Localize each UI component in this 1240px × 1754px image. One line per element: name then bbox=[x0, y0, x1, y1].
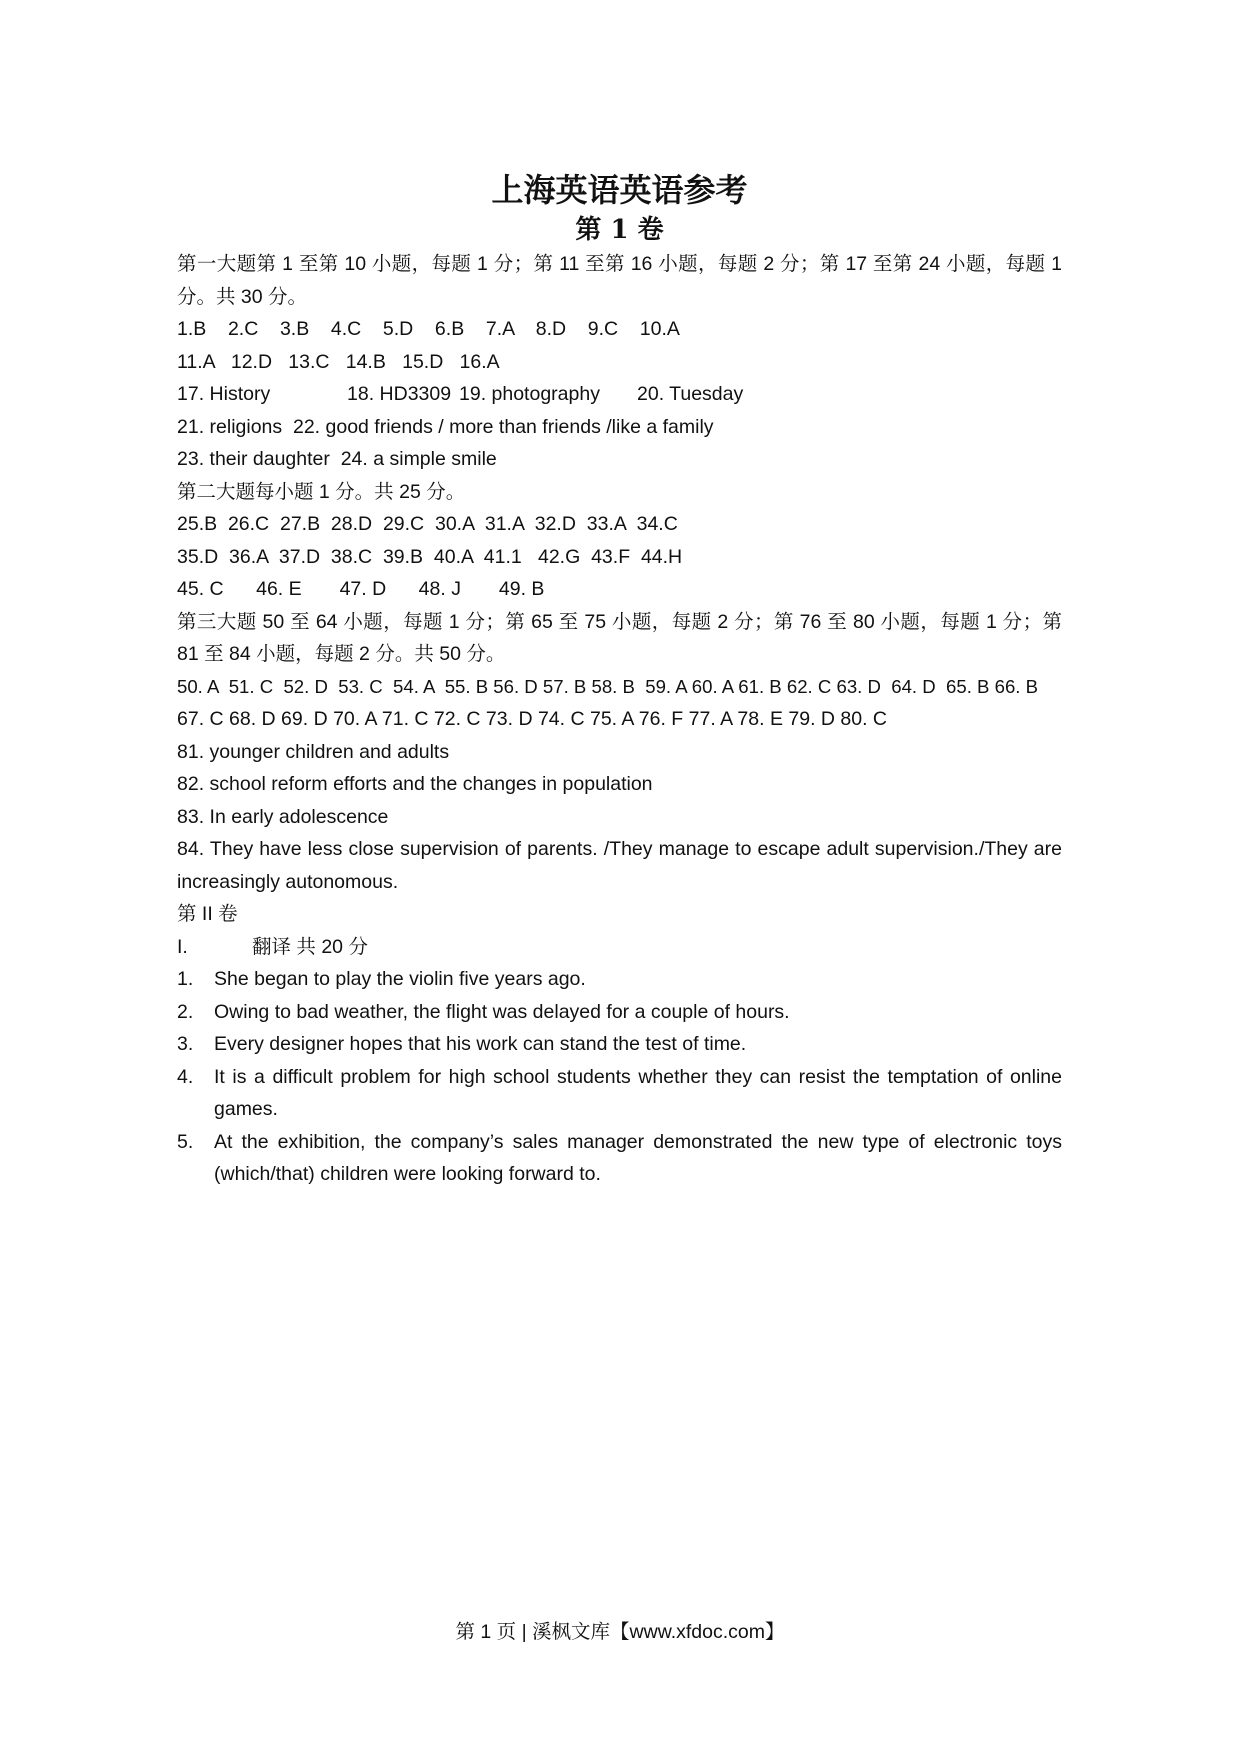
item-number: 4. bbox=[177, 1065, 194, 1088]
answers-row-9: 50. A 51. C 52. D 53. C 54. A 55. B 56. D 57. B 58. B 59. A 60. A 61. B 62. C 63. D 64. D 65. B 66. B bbox=[177, 675, 1039, 697]
answer-83: 83. In early adolescence bbox=[177, 805, 389, 828]
answers-row-7: 35.D 36.A 37.D 38.C 39.B 40.A 41.1 42.G 43.F 44.H bbox=[177, 545, 683, 568]
answer-84: 84. They have less close supervision of parents. /They manage to escape adult supervision./They are increasingly autonomous. bbox=[177, 838, 1062, 893]
answers-row-4: 21. religions 22. good friends / more than friends /like a family bbox=[177, 415, 714, 438]
list-item bbox=[177, 1126, 1062, 1191]
list-item bbox=[177, 963, 1062, 996]
part2-heading: 第 II 卷 bbox=[177, 903, 238, 925]
part1-heading: 第 1 卷 bbox=[575, 215, 664, 245]
item-text: Owing to bad weather, the flight was delayed for a couple of hours. bbox=[214, 1000, 790, 1023]
section3-intro: 第三大题 50 至 64 小题，每题 1 分；第 65 至 75 小题，每题 2 分；第 76 至 80 小题，每题 1 分；第 81 至 84 小题，每题 2 分。共 50 分。 bbox=[177, 610, 1062, 665]
item-number: 1. bbox=[177, 968, 194, 990]
section-number: I. bbox=[177, 935, 188, 958]
answers-row-2: 11.A 12.D 13.C 14.B 15.D 16.A bbox=[177, 350, 500, 373]
answers-row-8: 45. C 46. E 47. D 48. J 49. B bbox=[177, 578, 545, 600]
answer-18: 18. HD3309 bbox=[347, 383, 452, 405]
item-number: 5. bbox=[177, 1130, 194, 1153]
answer-19: 19. photography bbox=[459, 383, 600, 405]
section1-intro: 第一大题第 1 至第 10 小题，每题 1 分；第 11 至第 16 小题，每题 2 分；第 17 至第 24 小题，每题 1 分。共 30 分。 bbox=[177, 253, 1062, 308]
answer-81: 81. younger children and adults bbox=[177, 740, 450, 763]
list-item bbox=[177, 1028, 1062, 1061]
item-text: She began to play the violin five years ago. bbox=[214, 968, 586, 990]
list-item bbox=[177, 996, 1062, 1029]
answers-row-6: 25.B 26.C 27.B 28.D 29.C 30.A 31.A 32.D 33.A 34.C bbox=[177, 513, 678, 535]
section2-intro: 第二大题每小题 1 分。共 25 分。 bbox=[177, 480, 466, 503]
list-item bbox=[177, 1061, 1062, 1126]
section-title: 翻译 共 20 分 bbox=[252, 935, 368, 958]
part2-section-header bbox=[177, 931, 1062, 964]
answer-82: 82. school reform efforts and the changes in population bbox=[177, 773, 653, 795]
part2-section-list bbox=[177, 931, 1062, 964]
item-text: It is a difficult problem for high school students whether they can resist the temptation of online games. bbox=[214, 1065, 1062, 1120]
item-text: At the exhibition, the company’s sales manager demonstrated the new type of electronic toys (which/that) children were looking forward to. bbox=[214, 1130, 1062, 1185]
answer-20: 20. Tuesday bbox=[637, 383, 744, 405]
translation-list bbox=[177, 963, 1062, 1191]
page-footer: 第 1 页 | 溪枫文库【www.xfdoc.com】 bbox=[455, 1621, 785, 1643]
answers-row-10: 67. C 68. D 69. D 70. A 71. C 72. C 73. D 74. C 75. A 76. F 77. A 78. E 79. D 80. C bbox=[177, 708, 888, 730]
item-number: 3. bbox=[177, 1033, 194, 1055]
answer-17: 17. History bbox=[177, 383, 271, 405]
document-title: 上海英语英语参考 bbox=[491, 171, 748, 209]
answers-row-3 bbox=[177, 378, 1062, 411]
answers-row-1: 1.B 2.C 3.B 4.C 5.D 6.B 7.A 8.D 9.C 10.A bbox=[177, 318, 680, 340]
answers-row-5: 23. their daughter 24. a simple smile bbox=[177, 448, 497, 470]
document-page bbox=[177, 170, 1062, 1191]
item-number: 2. bbox=[177, 1000, 194, 1023]
item-text: Every designer hopes that his work can stand the test of time. bbox=[214, 1033, 747, 1055]
